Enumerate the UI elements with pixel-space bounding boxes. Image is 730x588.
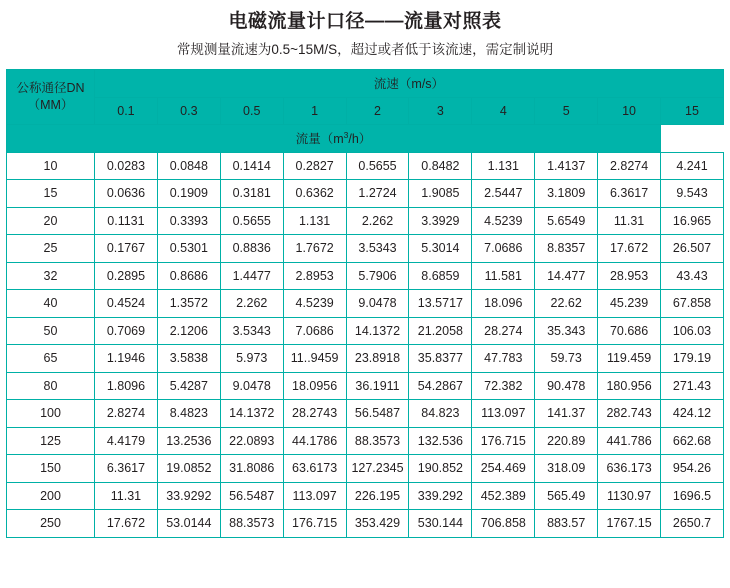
cell-dn: 25 [7,235,95,263]
cell-flow-value: 4.5239 [472,207,535,235]
cell-flow-value: 3.5838 [157,345,220,373]
cell-dn: 200 [7,482,95,510]
table-row [7,262,724,290]
cell-flow-value: 1696.5 [661,482,724,510]
cell-flow-value: 35.343 [535,317,598,345]
cell-flow-value: 180.956 [598,372,661,400]
cell-flow-value: 16.965 [661,207,724,235]
table-row [7,152,724,180]
cell-flow-value: 2.262 [220,290,283,318]
table-row [7,235,724,263]
cell-flow-value: 11.581 [472,262,535,290]
cell-flow-value: 88.3573 [346,427,409,455]
cell-flow-value: 84.823 [409,400,472,428]
cell-dn: 65 [7,345,95,373]
column-header-velocity: 流速（m/s） [95,70,724,98]
cell-flow-value: 0.2827 [283,152,346,180]
cell-flow-value: 2.8274 [598,152,661,180]
cell-flow-value: 19.0852 [157,455,220,483]
cell-flow-value: 33.9292 [157,482,220,510]
table-row [7,290,724,318]
cell-flow-value: 63.6173 [283,455,346,483]
cell-flow-value: 1.131 [283,207,346,235]
cell-flow-value: 132.536 [409,427,472,455]
velocity-header-cell: 2 [346,97,409,125]
cell-flow-value: 11..9459 [283,345,346,373]
cell-flow-value: 1.3572 [157,290,220,318]
table-header-row-velocity [7,70,724,98]
cell-flow-value: 441.786 [598,427,661,455]
velocity-header-cell: 3 [409,97,472,125]
cell-flow-value: 190.852 [409,455,472,483]
cell-flow-value: 0.6362 [283,180,346,208]
cell-flow-value: 282.743 [598,400,661,428]
cell-flow-value: 226.195 [346,482,409,510]
cell-flow-value: 0.1909 [157,180,220,208]
cell-flow-value: 0.8482 [409,152,472,180]
cell-flow-value: 254.469 [472,455,535,483]
table-row [7,180,724,208]
cell-flow-value: 47.783 [472,345,535,373]
cell-flow-value: 3.3929 [409,207,472,235]
cell-flow-value: 17.672 [598,235,661,263]
cell-dn: 80 [7,372,95,400]
cell-flow-value: 13.5717 [409,290,472,318]
cell-flow-value: 2650.7 [661,510,724,538]
cell-flow-value: 6.3617 [598,180,661,208]
cell-flow-value: 179.19 [661,345,724,373]
cell-flow-value: 0.0636 [95,180,158,208]
cell-flow-value: 28.274 [472,317,535,345]
cell-flow-value: 1.4477 [220,262,283,290]
column-header-flow [7,125,661,153]
cell-flow-value: 3.1809 [535,180,598,208]
table-row [7,400,724,428]
cell-flow-value: 0.5655 [346,152,409,180]
table-row [7,455,724,483]
cell-flow-value: 11.31 [95,482,158,510]
cell-flow-value: 1.8096 [95,372,158,400]
cell-dn: 50 [7,317,95,345]
cell-flow-value: 14.1372 [346,317,409,345]
cell-flow-value: 14.477 [535,262,598,290]
cell-flow-value: 4.4179 [95,427,158,455]
cell-flow-value: 0.1767 [95,235,158,263]
cell-flow-value: 44.1786 [283,427,346,455]
cell-flow-value: 5.4287 [157,372,220,400]
page-title: 电磁流量计口径——流量对照表 [228,11,502,32]
table-row [7,345,724,373]
cell-flow-value: 4.5239 [283,290,346,318]
cell-dn: 15 [7,180,95,208]
cell-flow-value: 1.1946 [95,345,158,373]
cell-flow-value: 0.7069 [95,317,158,345]
cell-flow-value: 1767.15 [598,510,661,538]
cell-flow-value: 339.292 [409,482,472,510]
cell-flow-value: 14.1372 [220,400,283,428]
cell-flow-value: 31.8086 [220,455,283,483]
cell-flow-value: 3.5343 [346,235,409,263]
velocity-header-cell: 0.1 [95,97,158,125]
cell-flow-value: 353.429 [346,510,409,538]
cell-flow-value: 530.144 [409,510,472,538]
table-header-row-velocity-values [7,97,724,125]
cell-flow-value: 67.858 [661,290,724,318]
cell-flow-value: 59.73 [535,345,598,373]
cell-flow-value: 0.0283 [95,152,158,180]
page-subtitle: 常规测量流速为0.5~15M/S，超过或者低于该流速，需定制说明 [176,42,554,57]
cell-flow-value: 2.8953 [283,262,346,290]
table-row [7,317,724,345]
cell-flow-value: 9.0478 [346,290,409,318]
cell-flow-value: 0.1131 [95,207,158,235]
cell-flow-value: 1.2724 [346,180,409,208]
flow-header-superscript: 3 [343,130,349,141]
table-row [7,372,724,400]
cell-flow-value: 45.239 [598,290,661,318]
table-row [7,427,724,455]
cell-dn: 125 [7,427,95,455]
cell-flow-value: 35.8377 [409,345,472,373]
cell-flow-value: 9.543 [661,180,724,208]
cell-flow-value: 7.0686 [472,235,535,263]
cell-flow-value: 18.0956 [283,372,346,400]
cell-flow-value: 5.7906 [346,262,409,290]
cell-flow-value: 8.6859 [409,262,472,290]
cell-flow-value: 1.9085 [409,180,472,208]
cell-flow-value: 113.097 [283,482,346,510]
cell-flow-value: 23.8918 [346,345,409,373]
cell-flow-value: 106.03 [661,317,724,345]
cell-dn: 32 [7,262,95,290]
cell-flow-value: 22.0893 [220,427,283,455]
dn-header-line2: （MM） [27,98,74,112]
cell-flow-value: 90.478 [535,372,598,400]
cell-flow-value: 1.4137 [535,152,598,180]
cell-dn: 40 [7,290,95,318]
cell-flow-value: 141.37 [535,400,598,428]
table-header-row-flow [7,125,724,153]
cell-dn: 10 [7,152,95,180]
cell-flow-value: 176.715 [472,427,535,455]
cell-flow-value: 3.5343 [220,317,283,345]
table-row [7,482,724,510]
cell-flow-value: 21.2058 [409,317,472,345]
cell-flow-value: 4.241 [661,152,724,180]
cell-dn: 150 [7,455,95,483]
cell-flow-value: 7.0686 [283,317,346,345]
cell-flow-value: 8.8357 [535,235,598,263]
cell-flow-value: 5.3014 [409,235,472,263]
table-row [7,510,724,538]
cell-flow-value: 565.49 [535,482,598,510]
column-header-dn [7,70,95,125]
cell-flow-value: 0.3181 [220,180,283,208]
velocity-header-cell: 15 [661,97,724,125]
cell-flow-value: 6.3617 [95,455,158,483]
cell-dn: 250 [7,510,95,538]
cell-flow-value: 220.89 [535,427,598,455]
velocity-header-cell: 1 [283,97,346,125]
dn-header-line1: 公称通径DN [16,81,85,95]
cell-flow-value: 22.62 [535,290,598,318]
cell-flow-value: 0.1414 [220,152,283,180]
cell-flow-value: 28.2743 [283,400,346,428]
cell-flow-value: 88.3573 [220,510,283,538]
velocity-header-cell: 0.5 [220,97,283,125]
cell-flow-value: 18.096 [472,290,535,318]
flow-rate-table [6,69,724,538]
cell-flow-value: 662.68 [661,427,724,455]
cell-flow-value: 56.5487 [220,482,283,510]
cell-flow-value: 13.2536 [157,427,220,455]
cell-flow-value: 70.686 [598,317,661,345]
cell-flow-value: 1.7672 [283,235,346,263]
cell-flow-value: 36.1911 [346,372,409,400]
flow-header-suffix: /h） [348,132,372,147]
cell-flow-value: 0.8686 [157,262,220,290]
cell-flow-value: 271.43 [661,372,724,400]
cell-flow-value: 127.2345 [346,455,409,483]
cell-flow-value: 54.2867 [409,372,472,400]
cell-dn: 100 [7,400,95,428]
cell-flow-value: 0.2895 [95,262,158,290]
cell-flow-value: 318.09 [535,455,598,483]
cell-flow-value: 0.4524 [95,290,158,318]
cell-flow-value: 26.507 [661,235,724,263]
cell-flow-value: 1.131 [472,152,535,180]
cell-flow-value: 43.43 [661,262,724,290]
cell-flow-value: 0.0848 [157,152,220,180]
cell-flow-value: 5.973 [220,345,283,373]
cell-flow-value: 28.953 [598,262,661,290]
cell-flow-value: 56.5487 [346,400,409,428]
cell-flow-value: 113.097 [472,400,535,428]
velocity-header-cell: 4 [472,97,535,125]
cell-flow-value: 883.57 [535,510,598,538]
cell-flow-value: 176.715 [283,510,346,538]
cell-flow-value: 0.8836 [220,235,283,263]
cell-flow-value: 72.382 [472,372,535,400]
cell-flow-value: 53.0144 [157,510,220,538]
cell-flow-value: 0.3393 [157,207,220,235]
cell-flow-value: 17.672 [95,510,158,538]
cell-flow-value: 424.12 [661,400,724,428]
cell-flow-value: 706.858 [472,510,535,538]
cell-flow-value: 954.26 [661,455,724,483]
cell-flow-value: 8.4823 [157,400,220,428]
flow-header-prefix: 流量（m [295,132,344,147]
velocity-header-cell: 10 [598,97,661,125]
cell-flow-value: 636.173 [598,455,661,483]
velocity-header-cell: 0.3 [157,97,220,125]
cell-flow-value: 2.1206 [157,317,220,345]
cell-dn: 20 [7,207,95,235]
cell-flow-value: 2.5447 [472,180,535,208]
cell-flow-value: 452.389 [472,482,535,510]
cell-flow-value: 5.6549 [535,207,598,235]
table-body [7,70,724,538]
cell-flow-value: 9.0478 [220,372,283,400]
cell-flow-value: 11.31 [598,207,661,235]
cell-flow-value: 1130.97 [598,482,661,510]
table-row [7,207,724,235]
cell-flow-value: 0.5655 [220,207,283,235]
velocity-header-cell: 5 [535,97,598,125]
cell-flow-value: 0.5301 [157,235,220,263]
cell-flow-value: 119.459 [598,345,661,373]
cell-flow-value: 2.262 [346,207,409,235]
cell-flow-value: 2.8274 [95,400,158,428]
